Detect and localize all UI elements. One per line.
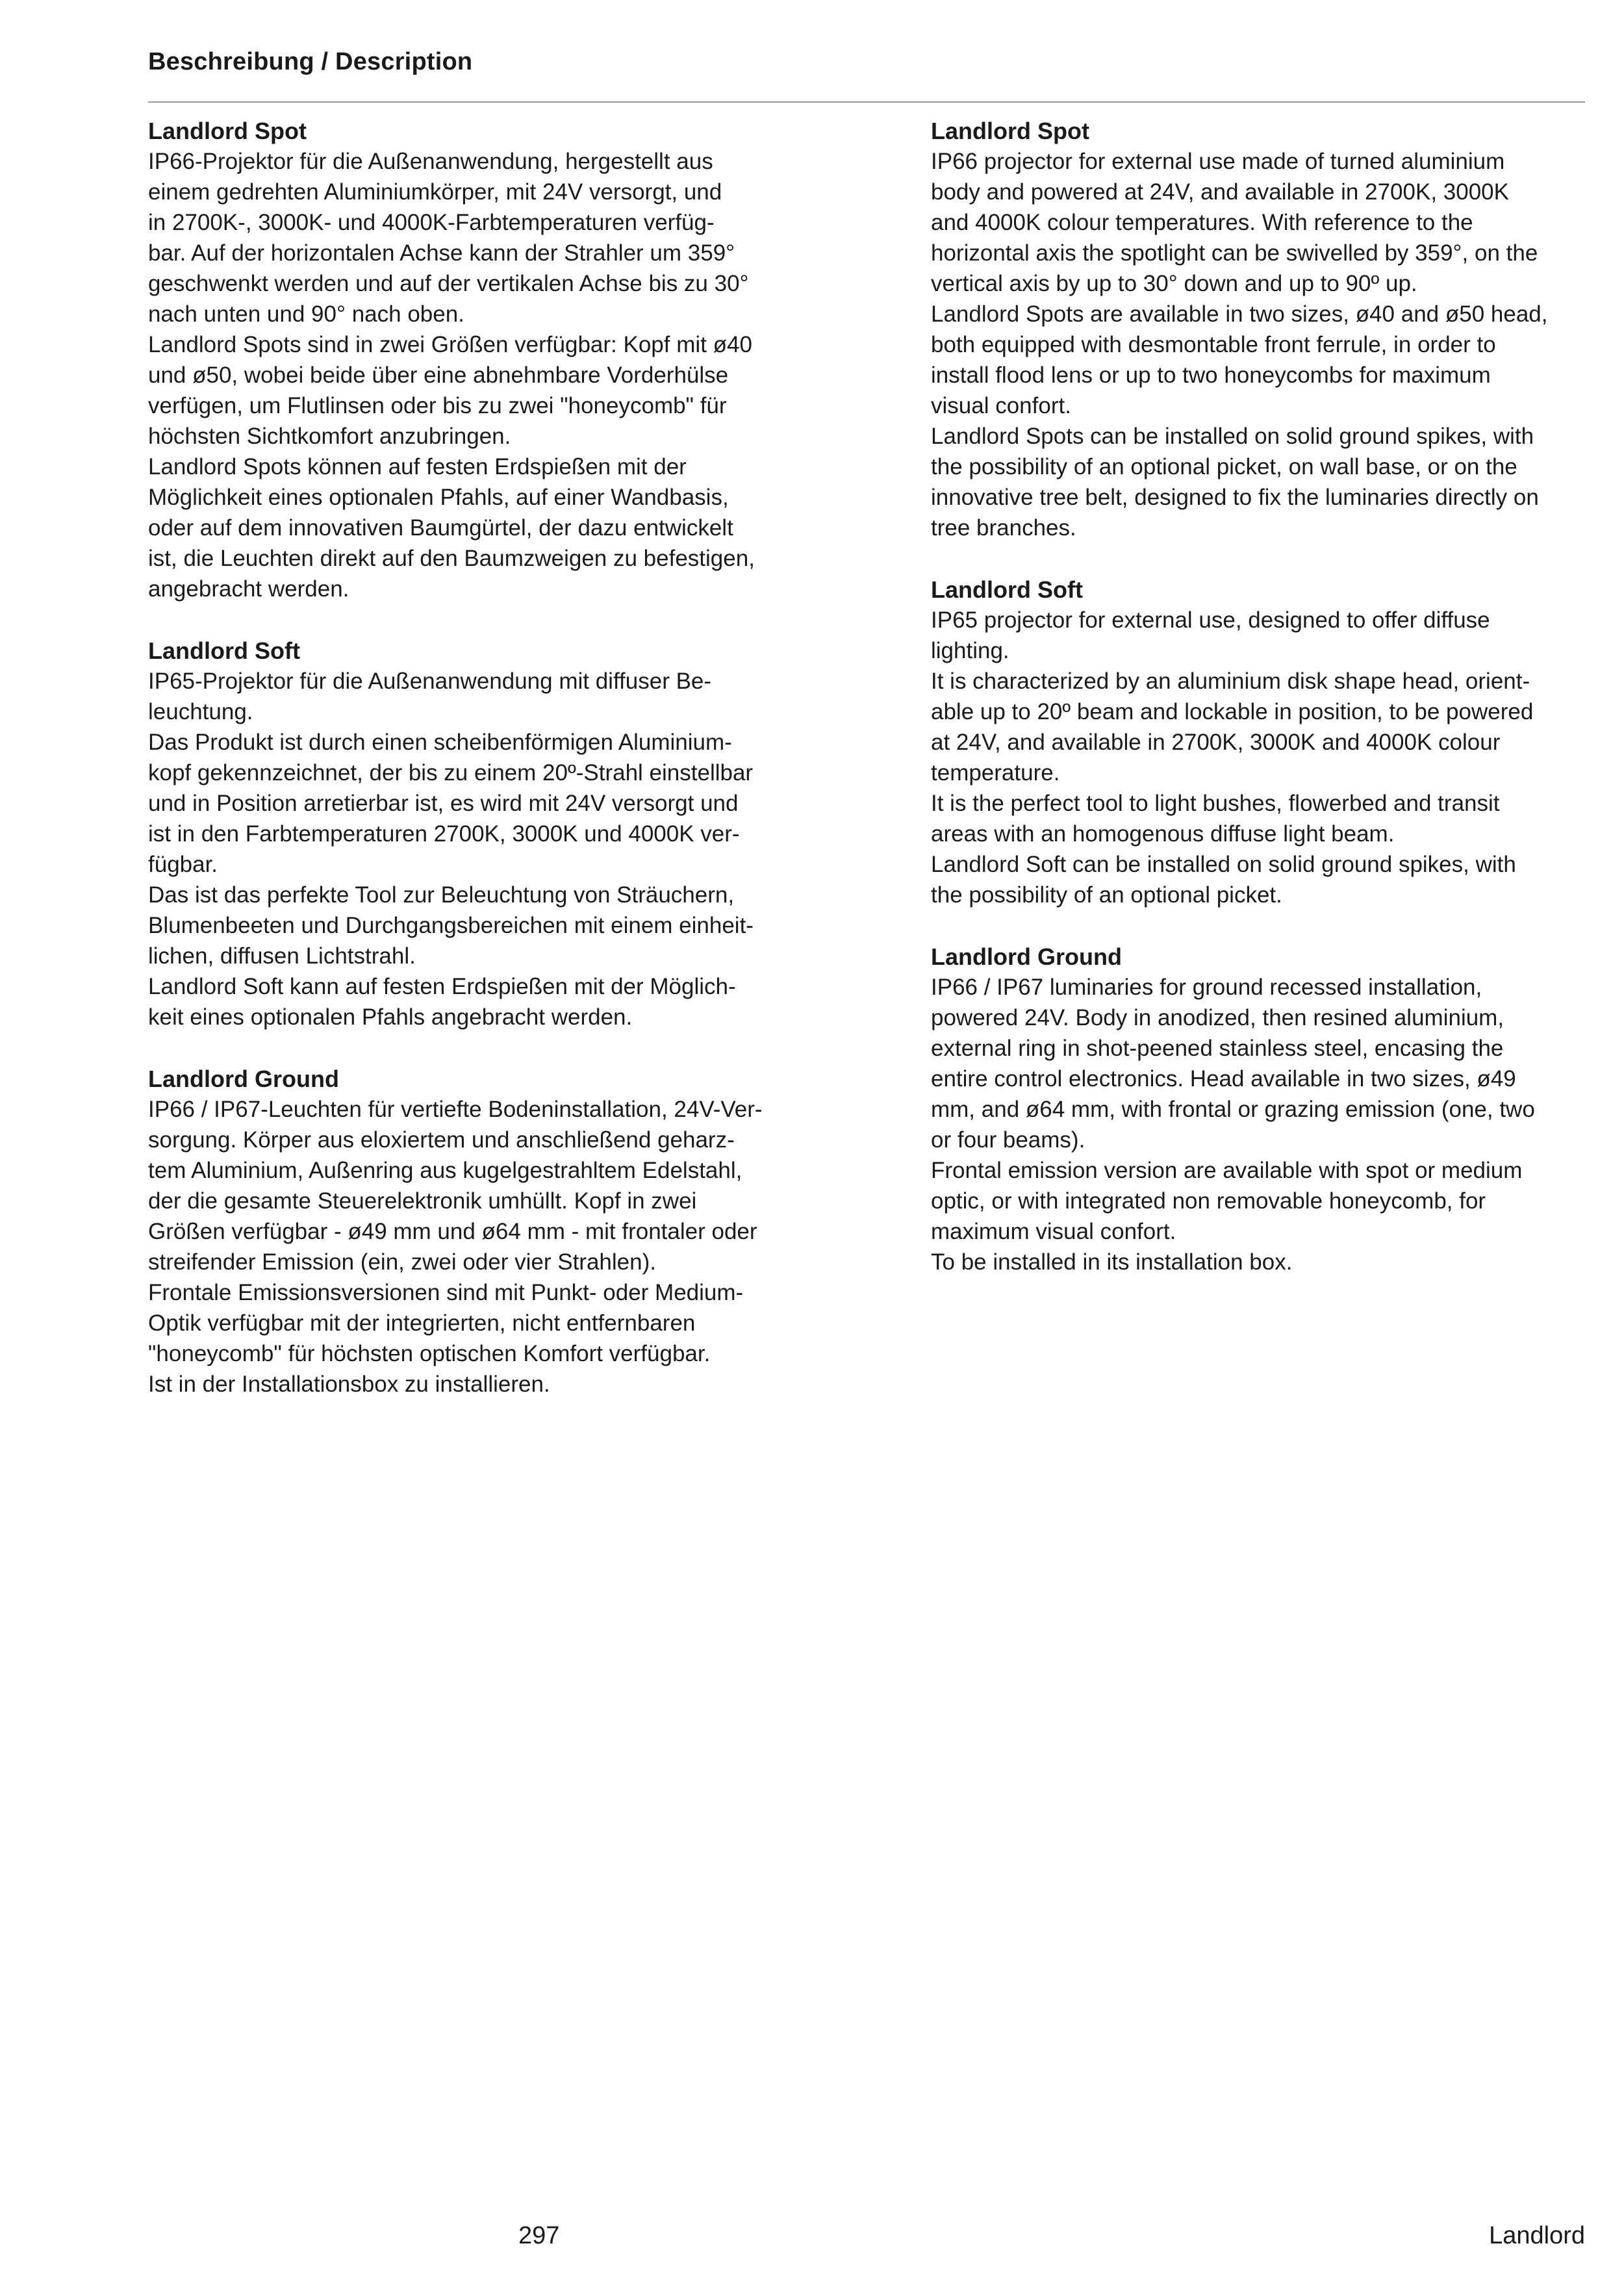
english-soft-title: Landlord Soft — [931, 576, 1083, 603]
german-soft-body: IP65-Projektor für die Außenanwendung mit diffuser Be- leuchtung. Das Produkt ist durch einen scheibenförmigen Aluminium- kopf gekennzeichnet, der bis zu einem 20º-Strahl einstellbar und in Position arretierbar ist, es wird mit 24V versorgt und ist in den Farbtemperaturen 2700K, 3000K und 4000K ver- fügbar. Das ist das perfekte Tool zur Beleuchtung von Sträuchern, Blumenbeeten und Durchgangsbereichen mit einem einheit- lichen, diffusen Lichtstrahl. Landlord Soft kann auf festen Erdspießen mit der Möglich- keit eines optionalen Pfahls angebracht werden. — [148, 669, 754, 1030]
german-section-soft — [148, 635, 811, 1032]
english-section-ground — [931, 941, 1586, 1277]
german-column — [148, 116, 811, 1431]
german-spot-title: Landlord Spot — [148, 118, 307, 144]
english-spot-body: IP66 projector for external use made of turned aluminium body and powered at 24V, and available in 2700K, 3000K and 4000K colour temperatures. With reference to the horizontal axis the spotlight can be swivelled by 359°, on the vertical axis by up to 30° down and up to 90º up. Landlord Spots are available in two sizes, ø40 and ø50 head, both equipped with desmontable front ferrule, in order to install flood lens or up to two honeycombs for maximum visual confort. Landlord Spots can be installed on solid ground spikes, with the possibility of an optional picket, on wall base, or on the innovative tree belt, designed to fix the luminaries directly on tree branches. — [931, 149, 1548, 541]
english-section-spot — [931, 116, 1586, 543]
german-ground-title: Landlord Ground — [148, 1066, 339, 1092]
english-spot-title: Landlord Spot — [931, 118, 1089, 144]
page-number: 297 — [518, 2222, 560, 2249]
german-ground-body: IP66 / IP67-Leuchten für vertiefte Bodeninstallation, 24V-Ver- sorgung. Körper aus eloxiertem und anschließend geharz- tem Aluminium, Außenring aus kugelgestrahltem Edelstahl, der die gesamte Steuerelektronik umhüllt. Kopf in zwei Größen verfügbar - ø49 mm und ø64 mm - mit frontaler oder streifender Emission (ein, zwei oder vier Strahlen). Frontale Emissionsversionen sind mit Punkt- oder Medium- Optik verfügbar mit der integrierten, nicht entfernbaren "honeycomb" für höchsten optischen Komfort verfügbar. Ist in der Installationsbox zu installieren. — [148, 1097, 763, 1397]
english-column — [931, 116, 1586, 1309]
english-soft-body: IP65 projector for external use, designed to offer diffuse lighting. It is characterized by an aluminium disk shape head, orient- able up to 20º beam and lockable in position, to be powered at 24V, and available in 2700K, 3000K and 4000K colour temperature. It is the perfect tool to light bushes, flowerbed and transit areas with an homogenous diffuse light beam. Landlord Soft can be installed on solid ground spikes, with the possibility of an optional picket. — [931, 607, 1534, 908]
german-spot-body: IP66-Projektor für die Außenanwendung, hergestellt aus einem gedrehten Aluminiumkörper, mit 24V versorgt, und in 2700K-, 3000K- und 4000K-Farbtemperaturen verfüg- bar. Auf der horizontalen Achse kann der Strahler um 359° geschwenkt werden und auf der vertikalen Achse bis zu 30° nach unten und 90° nach oben. Landlord Spots sind in zwei Größen verfügbar: Kopf mit ø40 und ø50, wobei beide über eine abnehmbare Vorderhülse verfügen, um Flutlinsen oder bis zu zwei "honeycomb" für höchsten Sichtkomfort anzubringen. Landlord Spots können auf festen Erdspießen mit der Möglichkeit eines optionalen Pfahls, auf einer Wandbasis, oder auf dem innovativen Baumgürtel, der dazu entwickelt ist, die Leuchten direkt auf den Baumzweigen zu befestigen, angebracht werden. — [148, 149, 755, 602]
english-section-soft — [931, 574, 1586, 910]
english-ground-body: IP66 / IP67 luminaries for ground recessed installation, powered 24V. Body in anodized, then resined aluminium, external ring in shot-peened stainless steel, encasing the entire control electronics. Head available in two sizes, ø49 mm, and ø64 mm, with frontal or grazing emission (one, two or four beams). Frontal emission version are available with spot or medium optic, or with integrated non removable honeycomb, for maximum visual confort. To be installed in its installation box. — [931, 975, 1535, 1275]
page-header-title: Beschreibung / Description — [148, 48, 473, 75]
header-divider — [148, 101, 1585, 103]
german-section-ground — [148, 1064, 811, 1399]
german-soft-title: Landlord Soft — [148, 637, 300, 664]
english-ground-title: Landlord Ground — [931, 943, 1122, 970]
running-title: Landlord — [1489, 2222, 1585, 2249]
german-section-spot — [148, 116, 811, 604]
